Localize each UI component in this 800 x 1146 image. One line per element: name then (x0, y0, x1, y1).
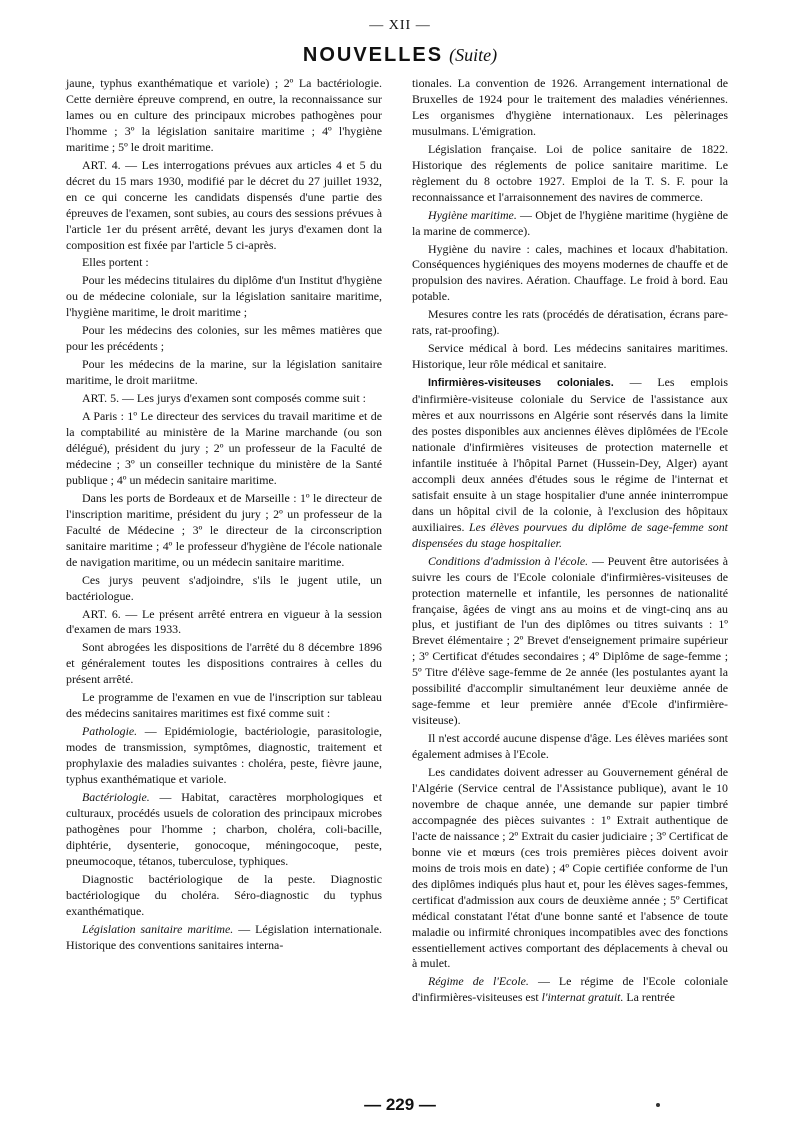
section-title-suffix: (Suite) (449, 45, 498, 65)
paragraph: ART. 4. — Les interrogations prévues aux articles 4 et 5 du décret du 15 mars 1930, modifié par le décret du 27 juillet 1932, en ce qui concerne les candidats dispensés d'une partie des épreuves de l'examen, sont subies, au cours des sessions prévues à l'article 1er du présent arrêté, devant les jurys d'examen dont la composition est fixée par l'article 5 ci-après. (66, 157, 382, 252)
paragraph: jaune, typhus exanthématique et variole) ; 2º La bactériologie. Cette dernière épreuve comprend, en outre, la reconnaissance sur lames ou en culture des principaux microbes pathogènes pour l'homme ; 3º la législation sanitaire maritime ; 4º l'hygiène maritime ; 5º le droit maritime. (66, 76, 382, 154)
paragraph: Le programme de l'examen en vue de l'inscription sur tableau des médecins sanitaires maritimes est fixé comme suit : (66, 690, 382, 721)
right-column (412, 76, 728, 1008)
paragraph: Sont abrogées les dispositions de l'arrêté du 8 décembre 1896 et généralement toutes les dispositions contraires à celles du présent arrêté. (66, 640, 382, 687)
paragraph: Il n'est accordé aucune dispense d'âge. Les élèves mariées sont également admises à l'Ecole. (412, 731, 728, 762)
paragraph (412, 974, 728, 1006)
run-in-heading: Hygiène maritime. (428, 207, 517, 222)
paragraph (66, 922, 382, 954)
paragraph-text: — Epidémiologie, bactériologie, parasitologie, modes de transmission, symptômes, diagnostic, traitement et prophylaxie des maladies suivantes : choléra, peste, fièvre jaune, typhus exanthématique et variole. (66, 724, 382, 787)
paragraph-text: — Législation internationale. Historique des conventions sanitaires interna- (66, 921, 382, 952)
paragraph: Législation française. Loi de police sanitaire de 1822. Historique des réglements de police sanitaire maritime. Le règlement du 8 octobre 1927. Emploi de la T. S. F. pour la reconnaissance et l'arraisonnement des navires de commerce. (412, 141, 728, 204)
paragraph-text: La rentrée (623, 990, 675, 1005)
run-in-heading: Pathologie. (82, 724, 138, 739)
section-title: NOUVELLES (302, 44, 444, 66)
paragraph: Hygiène du navire : cales, machines et locaux d'habitation. Conséquences hygiéniques des moyens modernes de chauffe et de propulsion des navires. Aération. Chauffage. Le froid à bord. Eau potable. (412, 241, 728, 304)
paragraph-text: — Le régime de l'Ecole coloniale d'infirmières-visiteuses est (412, 974, 728, 1005)
paragraph: ART. 6. — Le présent arrêté entrera en vigueur à la session d'examen de mars 1933. (66, 606, 382, 637)
paragraph (412, 554, 728, 729)
paragraph-text: — Objet de l'hygiène maritime (hygiène de la marine de commerce). (412, 207, 729, 238)
paragraph (412, 375, 728, 551)
paragraph: Elles portent : (82, 255, 149, 270)
bold-heading: Infirmières-visiteuses coloniales. (428, 377, 614, 390)
paragraph: Service médical à bord. Les médecins sanitaires maritimes. Historique, leur rôle médical et sanitaire. (412, 341, 728, 372)
paragraph (412, 208, 728, 240)
paragraph: A Paris : 1º Le directeur des services du travail maritime et de la comptabilité au ministère de la Marine marchande (ou son délégué), président du jury ; 2º un professeur de la Faculté de médecine ; 3º un conseiller technique du ministère de la Santé publique ; 4º un médecin sanitaire maritime. (66, 409, 382, 487)
paragraph: Pour les médecins de la marine, sur la législation sanitaire maritime, le droit mariitme. (66, 357, 382, 388)
paragraph-text: — Peuvent être autorisées à suivre les cours de l'Ecole coloniale d'infirmières-visiteuses de protection maternelle et infantile, les personnes de nationalité française, âgées de vingt ans au moins et de vingt-cinq ans au plus, et justifiant de l'un des diplômes ou titres suivants : 1º Brevet élémentaire ; 2º Brevet d'enseignement primaire supérieur ; 3º Certificat d'études secondaires ; 4º Diplôme de sage-femme ; 5º Titre d'élève sage-femme de 2e année (les postulantes ayant la possibilité d'accomplir simultanément leur deuxième année de sage-femme et leur première année d'Ecole d'infirmière-visiteuse). (412, 553, 729, 728)
paragraph: ART. 5. — Les jurys d'examen sont composés comme suit : (82, 391, 366, 406)
italic-emphasis: l'internat gratuit. (541, 990, 624, 1005)
run-in-heading: Régime de l'Ecole. (428, 974, 529, 989)
top-page-number: — XII — (369, 18, 431, 33)
paragraph: Pour les médecins titulaires du diplôme d'un Institut d'hygiène ou de médecine coloniale, sur la législation sanitaire maritime, l'hygiène maritime, le droit maritime ; (66, 273, 382, 320)
paragraph (66, 790, 382, 870)
paragraph: Dans les ports de Bordeaux et de Marseille : 1º le directeur de l'inscription maritime, président du jury ; 2º un professeur de la Faculté de Médecine ; 3º le directeur de la circonscription sanitaire maritime ; 4º le professeur d'hygiène de l'école nationale de navigation maritime, ou un médecin sanitaire maritime. (66, 490, 382, 569)
section-header (0, 44, 800, 67)
paragraph: Mesures contre les rats (procédés de dératisation, écrans pare-rats, rat-proofing). (412, 307, 728, 338)
paragraph-text: — Les emplois d'infirmière-visiteuse coloniale du Service de l'assistance aux mères et aux nourrissons en Algérie sont réservés dans la limite des postes disponibles aux anciennes élèves diplômées de l'Ecole nationale d'infirmières visiteuses de protection maternelle et infantile instituée à l'hôpital Parnet (Hussein-Dey, Alger) ayant accompli deux années d'études sous le régime de l'internat et satisfait ensuite à un stage hospitalier d'une année ininterrompue dans un hôpital civil de la colonie, à l'exclusion des hôpitaux auxiliaires. (412, 375, 728, 534)
italic-note: Les élèves pourvues du diplôme de sage-femme sont dispensées du stage hospitalier. (412, 519, 728, 550)
paragraph: tionales. La convention de 1926. Arrangement international de Bruxelles de 1924 pour le traitement des maladies vénériennes. Les organismes d'hygiène internationaux. Les pèlerinages musulmans. L'émigration. (412, 76, 728, 138)
paragraph: Les candidates doivent adresser au Gouvernement général de l'Algérie (Service central de l'Assistance publique), avant le 10 novembre de chaque année, une demande sur papier timbré accompagnée des pièces suivantes : 1º Extrait authentique de l'acte de naissance ; 2º Extrait du casier judiciaire ; 3º Certificat de bonne vie et mœurs (ces trois premières pièces doivent avoir moins de trois mois en date) ; 4º Copie certifiée conforme de l'un des diplômes indiqués plus haut et, pour les élèves sages-femmes, certificat d'admission aux cours de deuxième année ; 5º Certificat médical constatant l'état d'une bonne santé et l'absence de toute maladie ou infirmité chroniques incompatibles avec des fonctions essentiellement actives comportant des déplacements à cheval ou à mulet. (412, 765, 728, 971)
run-in-heading: Législation sanitaire maritime. (82, 921, 234, 936)
left-column (66, 76, 382, 956)
run-in-heading: Conditions d'admission à l'école. (428, 553, 589, 568)
bottom-page-number: — 229 — (364, 1095, 436, 1114)
paragraph: Ces jurys peuvent s'adjoindre, s'ils le jugent utile, un bactériologue. (66, 572, 382, 603)
paragraph: Pour les médecins des colonies, sur les mêmes matières que pour les précédents ; (66, 323, 382, 354)
paragraph-text: — Habitat, caractères morphologiques et culturaux, procédés usuels de coloration des principaux microbes pathogènes pour l'homme ; charbon, choléra, coli-bacille, diphtérie, dysenterie, gonocoque, méningocoque, peste, pneumocoque, tétanos, tuberculose, typhiques. (66, 789, 382, 868)
paragraph: Diagnostic bactériologique de la peste. Diagnostic bactériologique du choléra. Séro-diagnostic du typhus exanthématique. (66, 871, 382, 918)
paragraph (66, 724, 382, 788)
run-in-heading: Bactériologie. (82, 789, 150, 804)
ink-dot (656, 1103, 660, 1107)
